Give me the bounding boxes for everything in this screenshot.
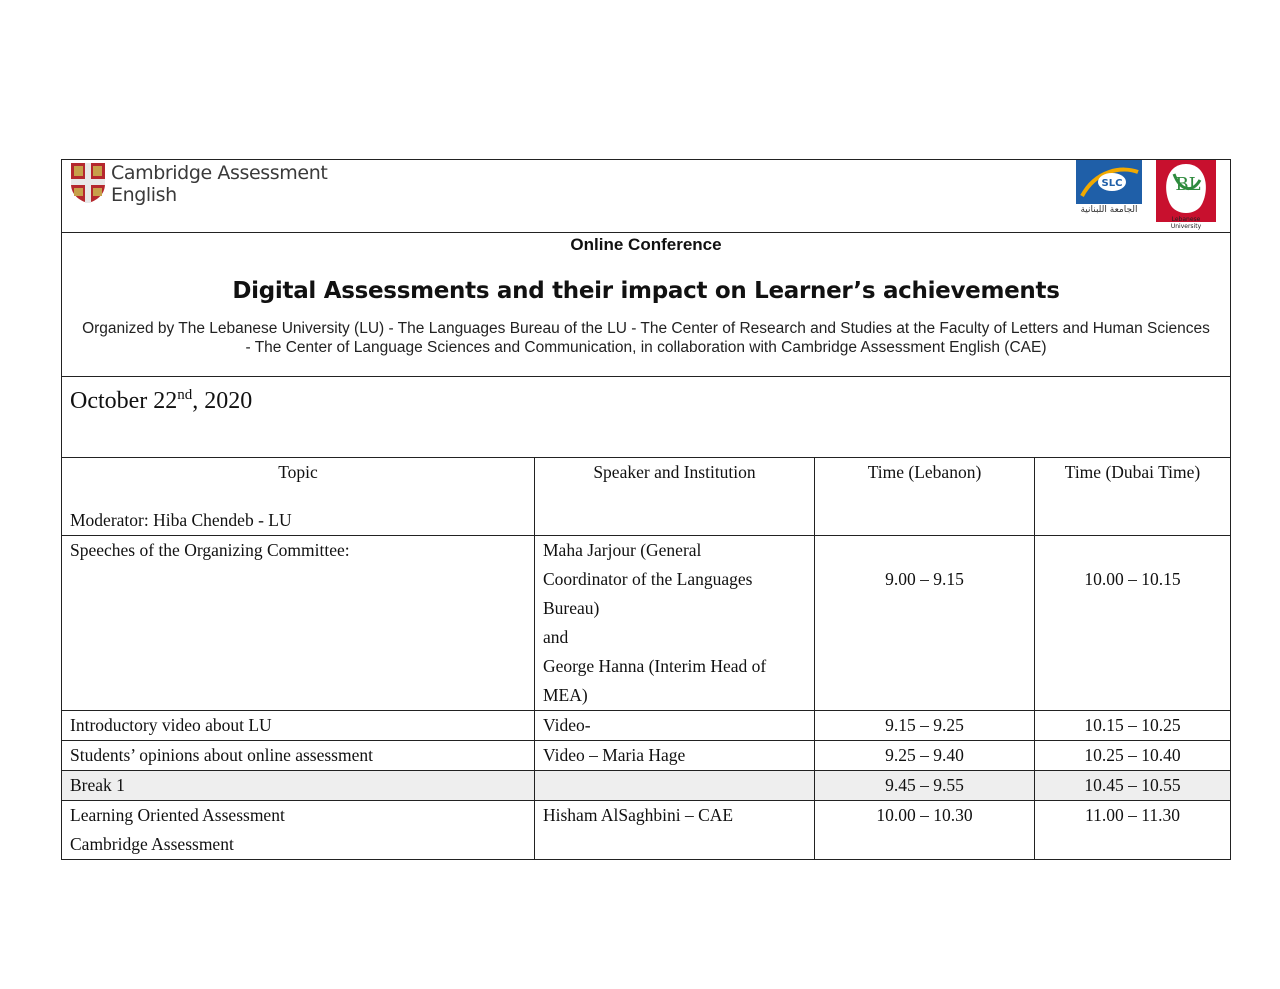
conference-date: October 22nd, 2020 [70,387,253,414]
speaker-cell [535,801,815,860]
topic-cell [62,711,535,741]
schedule-row [62,506,1230,536]
time-dubai-cell [1035,741,1231,771]
time-dubai-cell [1035,801,1231,860]
speaker-cell-line: Coordinator of the Languages [543,569,753,589]
time-dubai: 11.00 – 11.30 [1085,805,1180,825]
time-dubai-cell [1035,771,1231,801]
slc-logo [1076,160,1142,226]
time-lebanon: 9.25 – 9.40 [885,745,964,765]
topic-cell [62,741,535,771]
time-lebanon-cell [815,711,1035,741]
time-lebanon-cell [815,536,1035,711]
topic-cell [62,771,535,801]
speaker-cell-line: and [543,627,569,647]
column-header-time-dubai: Time (Dubai Time) [1035,458,1231,506]
speaker-cell [535,506,815,536]
topic-cell-line: Learning Oriented Assessment [70,805,285,825]
speaker-cell-line: Video- [543,715,591,735]
topic-cell-line: Moderator: Hiba Chendeb - LU [70,510,292,530]
slc-emblem-icon [1076,160,1142,204]
title-block [62,233,1230,377]
speaker-cell [535,771,815,801]
time-lebanon-cell [815,771,1035,801]
cambridge-logo-line1: Cambridge Assessment [111,162,328,184]
column-header-topic: Topic [62,458,535,506]
time-lebanon: 9.15 – 9.25 [885,715,964,735]
time-dubai: 10.25 – 10.40 [1084,745,1181,765]
conference-document [61,159,1231,860]
schedule-row [62,741,1230,771]
cambridge-logo [70,162,327,206]
topic-cell [62,506,535,536]
topic-cell-line: Students’ opinions about online assessment [70,745,373,765]
time-lebanon-cell [815,506,1035,536]
time-dubai: 10.00 – 10.15 [1084,569,1181,589]
lebanese-university-logo [1156,160,1216,230]
speaker-cell-line: Bureau) [543,598,600,618]
lu-emblem-icon [1156,160,1216,222]
time-dubai: 10.15 – 10.25 [1084,715,1181,735]
date-row [62,377,1230,458]
cambridge-logo-line2: English [111,184,177,206]
schedule-row [62,536,1230,711]
topic-cell-line: Cambridge Assessment [70,834,234,854]
topic-cell-line: Introductory video about LU [70,715,272,735]
speaker-cell [535,536,815,711]
speaker-cell [535,741,815,771]
slc-arabic-text: الجامعة اللبنانية [1080,205,1138,215]
lu-caption: Lebanese University [1170,216,1202,230]
topic-cell [62,801,535,860]
speaker-cell [535,711,815,741]
time-lebanon: 9.45 – 9.55 [885,775,964,795]
schedule-header-row [62,458,1230,506]
schedule-table [62,458,1230,859]
time-dubai-cell [1035,536,1231,711]
speaker-cell-line: MEA) [543,685,588,705]
speaker-cell-line: Hisham AlSaghbini – CAE [543,805,734,825]
topic-cell-line: Break 1 [70,775,125,795]
speaker-cell-line: George Hanna (Interim Head of [543,656,767,676]
time-lebanon: 10.00 – 10.30 [876,805,973,825]
conference-title: Digital Assessments and their impact on Learner’s achievements [232,278,1060,304]
column-header-time-lebanon: Time (Lebanon) [815,458,1035,506]
time-dubai: 10.45 – 10.55 [1084,775,1181,795]
schedule-row [62,711,1230,741]
time-lebanon-cell [815,741,1035,771]
time-dubai [1043,506,1222,535]
time-lebanon: 9.00 – 9.15 [885,569,964,589]
speaker-cell-line: Maha Jarjour (General [543,540,702,560]
topic-cell [62,536,535,711]
schedule-row [62,771,1230,801]
speaker-cell-line: Video – Maria Hage [543,745,686,765]
cambridge-shield-icon [70,162,106,204]
topic-cell-line: Speeches of the Organizing Committee: [70,540,350,560]
time-lebanon [823,506,1026,535]
time-dubai-cell [1035,711,1231,741]
schedule-row [62,801,1230,860]
time-lebanon-cell [815,801,1035,860]
time-dubai-cell [1035,506,1231,536]
logo-row [62,160,1230,233]
conference-type: Online Conference [570,235,722,254]
lu-letters: BL [1175,174,1201,195]
organizers-text: Organized by The Lebanese University (LU) - The Languages Bureau of the LU - The Center of Research and Studies at the Faculty of Letters and Human Sciences - The Center of Language Sciences and Communication, in collaboration with Cambridge Assessment English (CAE) [82,320,1210,356]
slc-letters: SLC [1101,178,1123,189]
column-header-speaker: Speaker and Institution [535,458,815,506]
